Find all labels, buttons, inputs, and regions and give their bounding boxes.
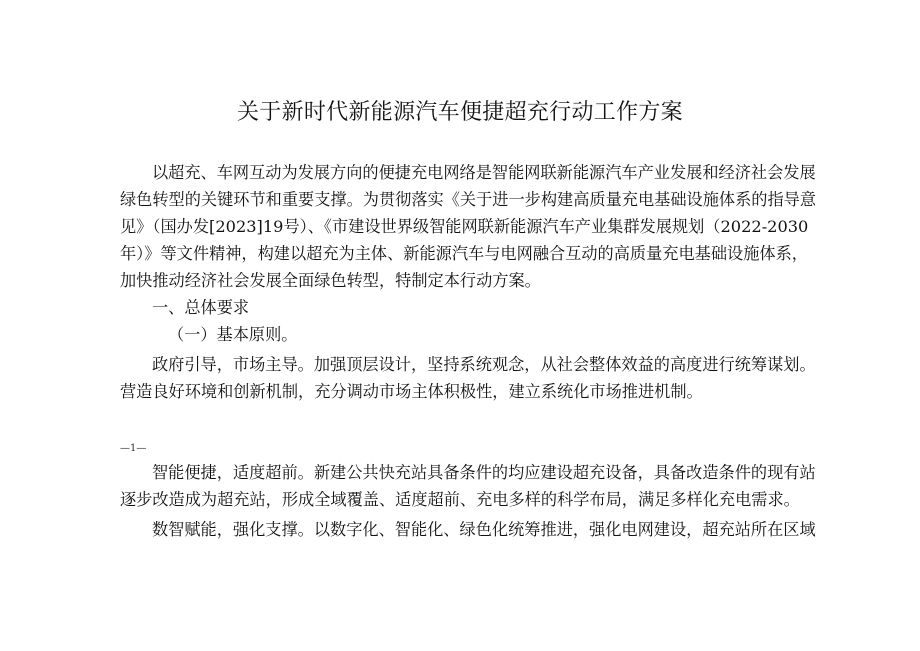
- body-line-2: 绿色转型的关键环节和重要支撑。为贯彻落实《关于进一步构建高质量充电基础设施体系的指导意: [120, 190, 817, 209]
- subsection-heading: （一）基本原则。: [168, 325, 298, 344]
- body-line-9: 逐步改造成为超充站，形成全域覆盖、适度超前、充电多样的科学布局，满足多样化充电需求。: [120, 490, 800, 509]
- body-line-1: 以超充、车网互动为发展方向的便捷充电网络是智能网联新能源汽车产业发展和经济社会发展: [152, 163, 816, 182]
- document-title: 关于新时代新能源汽车便捷超充行动工作方案: [236, 100, 683, 125]
- body-line-10: 数智赋能，强化支撑。以数字化、智能化、绿色化统筹推进，强化电网建设，超充站所在区域: [152, 520, 816, 539]
- body-line-7: 营造良好环境和创新机制，充分调动市场主体积极性，建立系统化市场推进机制。: [120, 382, 703, 401]
- page-number-marker: —1—: [120, 443, 147, 454]
- body-line-3: 见》（国办发[2023]19号）、《市建设世界级智能网联新能源汽车产业集群发展规划（2022-2030: [120, 217, 809, 236]
- body-line-4: 年）》等文件精神，构建以超充为主体、新能源汽车与电网融合互动的高质量充电基础设施体系，: [120, 244, 808, 263]
- body-line-6: 政府引导，市场主导。加强顶层设计，坚持系统观念，从社会整体效益的高度进行统筹谋划。: [152, 355, 816, 374]
- body-line-8: 智能便捷，适度超前。新建公共快充站具备条件的均应建设超充设备，具备改造条件的现有站: [152, 463, 816, 482]
- body-line-5: 加快推动经济社会发展全面绿色转型，特制定本行动方案。: [120, 271, 541, 290]
- section-heading: 一、总体要求: [152, 298, 250, 317]
